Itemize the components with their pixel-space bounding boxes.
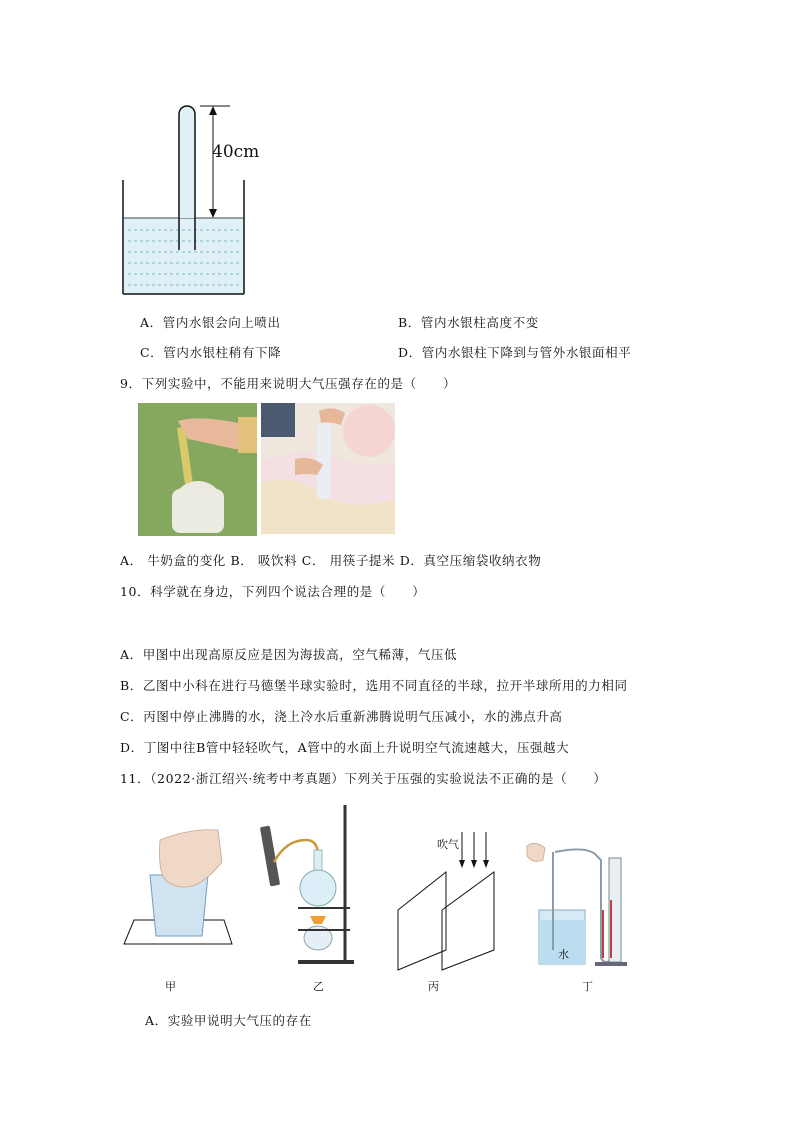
blow-air-label: 吹气: [437, 838, 459, 851]
q11-stem: 11．（2022·浙江绍兴·统考中考真题）下列关于压强的实验说法不正确的是（ ）: [120, 771, 607, 786]
mercury-tube-figure: [118, 100, 258, 300]
q10-stem: 10．科学就在身边，下列四个说法合理的是（ ）: [120, 584, 426, 599]
q11-figure-jia-cup: [120, 820, 240, 950]
tube-length-label: 40cm: [212, 142, 260, 162]
q8-option-b[interactable]: B．管内水银柱高度不变: [398, 315, 539, 330]
q10-option-b[interactable]: B．乙图中小科在进行马德堡半球实验时，选用不同直径的半球，拉开半球所用的力相同: [120, 678, 628, 693]
vacuum-bag-photo: [261, 403, 395, 534]
q11-option-a[interactable]: A．实验甲说明大气压的存在: [145, 1013, 312, 1028]
q8-option-c[interactable]: C．管内水银柱稍有下降: [140, 345, 282, 360]
q10-option-a[interactable]: A．甲图中出现高原反应是因为海拔高，空气稀薄，气压低: [120, 647, 458, 662]
water-label: 水: [558, 948, 569, 961]
straw-experiment-photo: [138, 403, 257, 536]
q11-figure-yi-apparatus: [250, 800, 370, 970]
q8-option-a[interactable]: A．管内水银会向上喷出: [140, 315, 281, 330]
q8-option-d[interactable]: D．管内水银柱下降到与管外水银面相平: [398, 345, 632, 360]
q9-stem: 9．下列实验中，不能用来说明大气压强存在的是（ ）: [120, 376, 457, 391]
q11-figure-ding-manometer: [515, 840, 635, 970]
q9-options[interactable]: A． 牛奶盒的变化 B． 吸饮料 C． 用筷子提米 D．真空压缩袋收纳衣物: [120, 553, 542, 568]
caption-bing: 丙: [428, 980, 439, 993]
caption-jia: 甲: [165, 980, 176, 993]
caption-ding: 丁: [582, 980, 593, 993]
q10-option-d[interactable]: D．丁图中往B管中轻轻吹气，A管中的水面上升说明空气流速越大，压强越大: [120, 740, 570, 755]
caption-yi: 乙: [313, 980, 324, 993]
q10-option-c[interactable]: C．丙图中停止沸腾的水，浇上冷水后重新沸腾说明气压减小，水的沸点升高: [120, 709, 563, 724]
